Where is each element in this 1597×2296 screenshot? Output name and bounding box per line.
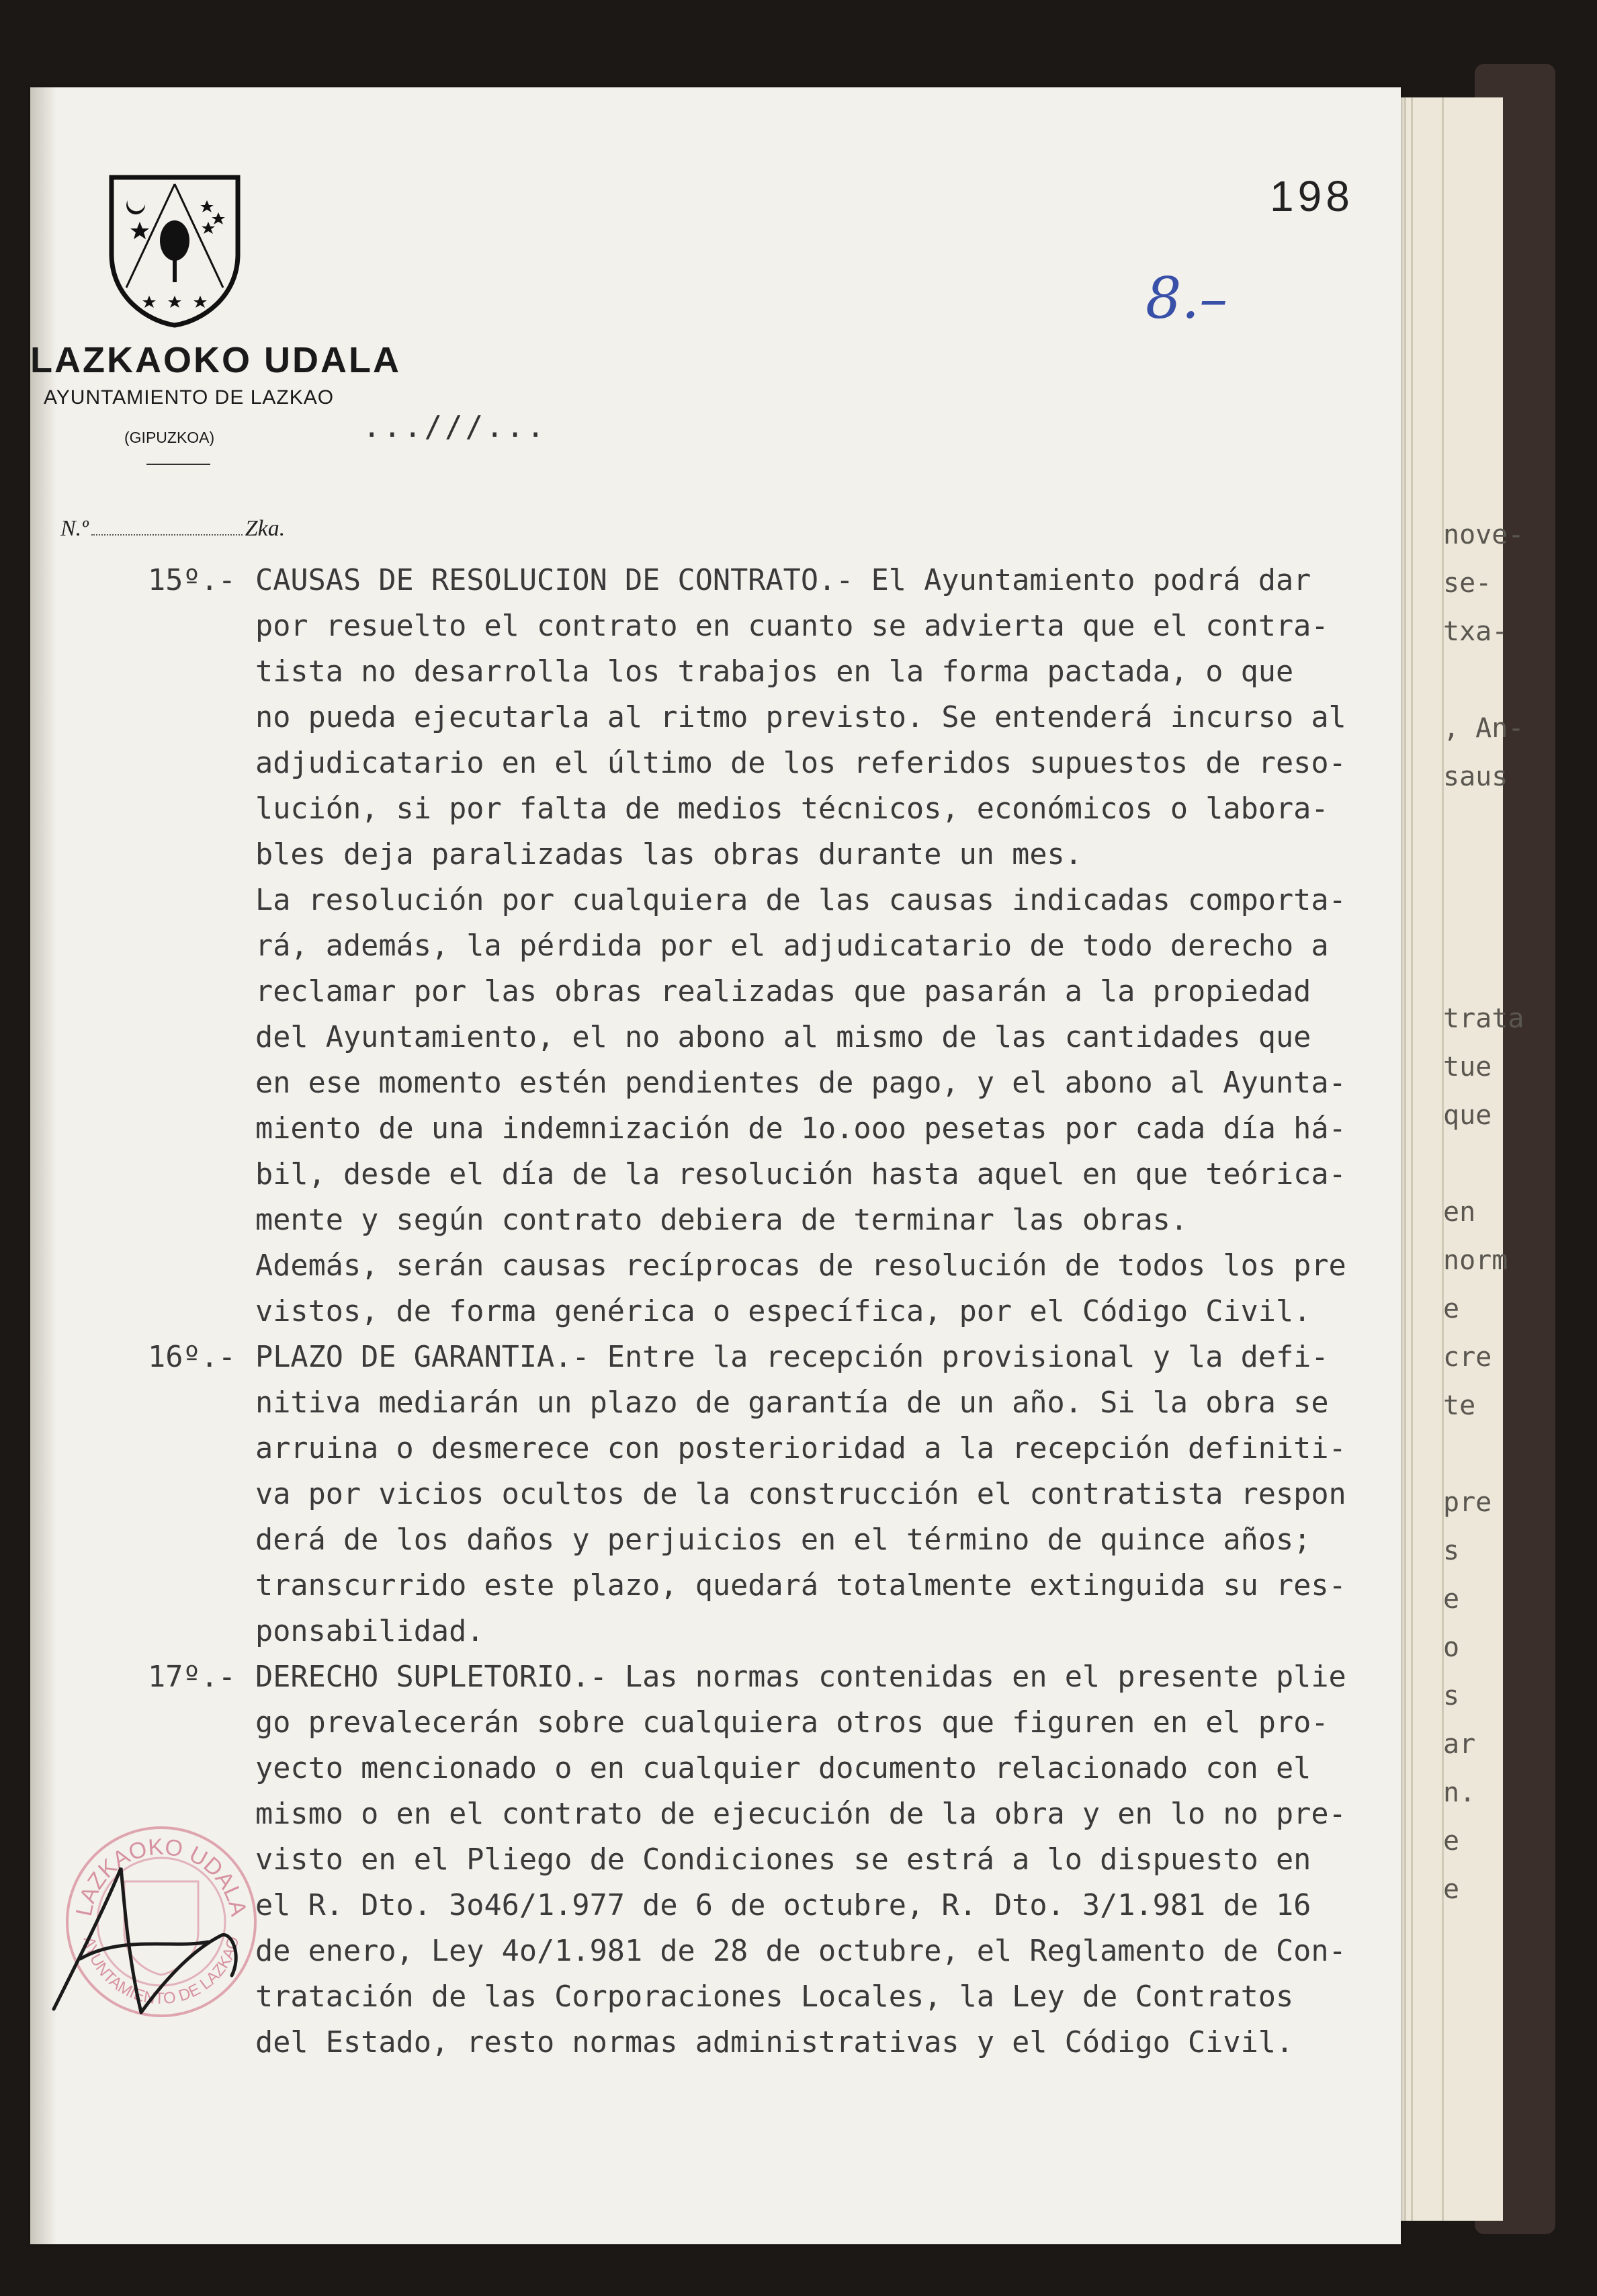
- clause-line: no pueda ejecutarla al ritmo previsto. Se entenderá incurso al: [255, 701, 1346, 734]
- clause-number: 15º.-: [148, 564, 236, 597]
- next-page-fragment: s: [1443, 1681, 1460, 1711]
- next-page-fragments: [1443, 511, 1524, 1914]
- next-page-fragment: [1443, 898, 1510, 946]
- next-page-fragment: [1443, 1140, 1510, 1188]
- clause-17: [148, 1654, 1411, 2066]
- handwritten-signature: [40, 1841, 255, 2029]
- stamp-text-top: LAZKAOKO UDALA: [71, 1834, 252, 1919]
- clause-line: yecto mencionado o en cualquier documento relacionado con el: [255, 1752, 1311, 1785]
- next-page-fragment: , An-: [1443, 713, 1524, 744]
- handwritten-number: 8.–: [1146, 265, 1228, 331]
- clause-line: Además, serán causas recíprocas de resolución de todos los pre: [255, 1249, 1346, 1283]
- clause-line: reclamar por las obras realizadas que pasarán a la propiedad: [255, 975, 1311, 1009]
- document-body: [148, 558, 1411, 2066]
- clause-line: PLAZO DE GARANTIA.- Entre la recepción provisional y la defi-: [255, 1341, 1329, 1374]
- next-page-fragment: [1443, 946, 1510, 994]
- next-page-fragment: [1443, 656, 1510, 704]
- next-page-fragment: que: [1443, 1100, 1492, 1131]
- clause-line: lución, si por falta de medios técnicos, económicos o labora-: [255, 792, 1329, 826]
- next-page-fragment: e: [1443, 1293, 1460, 1324]
- next-page-fragment: e: [1443, 1826, 1460, 1857]
- continuation-mark: ...///...: [363, 410, 548, 444]
- clause-line: go prevalecerán sobre cualquiera otros que figuren en el pro-: [255, 1706, 1329, 1740]
- clause-line: La resolución por cualquiera de las causas indicadas comporta-: [255, 884, 1346, 917]
- next-page-fragment: norm: [1443, 1245, 1508, 1276]
- next-page-fragment: pre: [1443, 1487, 1492, 1518]
- next-page-fragment: [1443, 849, 1510, 898]
- next-page-fragment: txa-: [1443, 616, 1508, 647]
- clause-line: adjudicatario en el último de los referidos supuestos de reso-: [255, 747, 1346, 780]
- next-page-fragment: [1443, 801, 1510, 849]
- clause-line: transcurrido este plazo, quedará totalmente extinguida su res-: [255, 1569, 1346, 1603]
- clause-line: visto en el Pliego de Condiciones se estrá a lo dispuesto en: [255, 1843, 1311, 1877]
- clause-line: miento de una indemnización de 1o.ooo pesetas por cada día há-: [255, 1112, 1346, 1146]
- page-number: 198: [1270, 172, 1354, 220]
- clause-line: rá, además, la pérdida por el adjudicatario de todo derecho a: [255, 929, 1329, 963]
- clause-15: [148, 558, 1411, 1334]
- clause-line: el R. Dto. 3o46/1.977 de 6 de octubre, R. Dto. 3/1.981 de 16: [255, 1889, 1311, 1922]
- clause-line: nitiva mediarán un plazo de garantía de un año. Si la obra se: [255, 1386, 1329, 1420]
- clause-number: 17º.-: [148, 1660, 236, 1694]
- next-page-fragment: s: [1443, 1535, 1460, 1566]
- clause-line: CAUSAS DE RESOLUCION DE CONTRATO.- El Ayuntamiento podrá dar: [255, 564, 1311, 597]
- next-page-fragment: te: [1443, 1390, 1476, 1421]
- clause-16: [148, 1334, 1411, 1654]
- clause-line: mismo o en el contrato de ejecución de la obra y en lo no pre-: [255, 1797, 1346, 1831]
- clause-line: bles deja paralizadas las obras durante un mes.: [255, 838, 1082, 871]
- next-page-fragment: se-: [1443, 568, 1492, 599]
- clause-line: bil, desde el día de la resolución hasta aquel en que teórica-: [255, 1158, 1346, 1191]
- next-page-fragment: e: [1443, 1584, 1460, 1615]
- clause-line: de enero, Ley 4o/1.981 de 28 de octubre, el Reglamento de Con-: [255, 1934, 1346, 1968]
- letterhead-title: LAZKAOKO UDALA: [30, 340, 401, 380]
- clause-number: 16º.-: [148, 1341, 236, 1374]
- clause-line: del Estado, resto normas administrativas y el Código Civil.: [255, 2026, 1294, 2059]
- clause-line: vistos, de forma genérica o específica, por el Código Civil.: [255, 1295, 1311, 1328]
- next-page-fragment: tue: [1443, 1052, 1492, 1082]
- ref-prefix: N.º: [60, 516, 89, 541]
- stamp-text-bottom: AYUNTAMIENTO DE LAZKAO: [79, 1934, 243, 2008]
- letterhead-divider: [146, 464, 210, 465]
- next-page-fragment: n.: [1443, 1777, 1476, 1808]
- clause-line: DERECHO SUPLETORIO.- Las normas contenidas en el presente plie: [255, 1660, 1346, 1694]
- next-page-fragment: cre: [1443, 1342, 1492, 1373]
- clause-line: mente y según contrato debiera de terminar las obras.: [255, 1203, 1189, 1237]
- clause-line: arruina o desmerece con posterioridad a la recepción definiti-: [255, 1432, 1346, 1465]
- next-page-fragment: o: [1443, 1632, 1460, 1663]
- next-page-fragment: trata: [1443, 1003, 1524, 1034]
- ref-dotted-field: [91, 534, 243, 536]
- next-page-fragment: [1443, 1430, 1510, 1478]
- next-page-fragment: ar: [1443, 1729, 1476, 1760]
- coat-of-arms-icon: [107, 173, 242, 328]
- clause-line: derá de los daños y perjuicios en el término de quince años;: [255, 1523, 1311, 1557]
- clause-line: va por vicios ocultos de la construcción el contratista respon: [255, 1478, 1346, 1511]
- next-page-fragment: saus: [1443, 761, 1508, 792]
- next-page-fragment: en: [1443, 1197, 1476, 1228]
- clause-line: en ese momento estén pendientes de pago, y el abono al Ayunta-: [255, 1066, 1346, 1100]
- next-page-fragment: e: [1443, 1874, 1460, 1905]
- ref-suffix: Zka.: [245, 516, 286, 541]
- clause-line: tista no desarrolla los trabajos en la forma pactada, o que: [255, 655, 1294, 689]
- clause-line: del Ayuntamiento, el no abono al mismo de las cantidades que: [255, 1021, 1311, 1054]
- clause-line: por resuelto el contrato en cuanto se advierta que el contra-: [255, 609, 1329, 643]
- clause-line: ponsabilidad.: [255, 1615, 484, 1648]
- letterhead-province: (GIPUZKOA): [124, 429, 215, 446]
- reference-line: [60, 516, 285, 542]
- clause-line: tratación de las Corporaciones Locales, la Ley de Contratos: [255, 1980, 1294, 2014]
- next-page-fragment: nove-: [1443, 519, 1524, 550]
- letterhead-subtitle: AYUNTAMIENTO DE LAZKAO: [44, 386, 335, 409]
